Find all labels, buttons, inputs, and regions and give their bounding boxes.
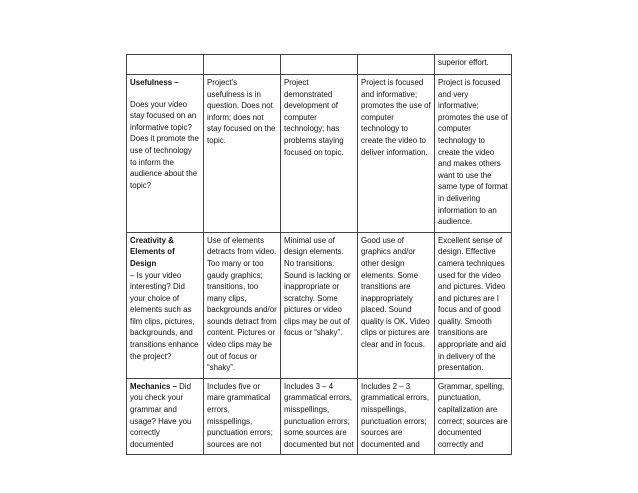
- table-row-continuation: [127, 55, 512, 75]
- level-cell: Includes 3 – 4 grammatical errors, misspellings, punctuation errors; some sources are documented but not: [281, 378, 358, 455]
- criterion-question: Does your video stay focused on an informative topic? Does it promote the use of technology to inform the audience about the topic?: [130, 99, 199, 190]
- table-row-mechanics: [127, 378, 512, 455]
- table-cell: [204, 55, 281, 75]
- level-cell: Excellent sense of design. Effective camera techniques used for the video and pictures. Video and pictures are I focus and of good quality. Smooth transitions are appropriate and aid in delivery of the presentation.: [435, 232, 512, 378]
- table-cell: [358, 55, 435, 75]
- table-cell: [281, 55, 358, 75]
- table-row-creativity: [127, 232, 512, 378]
- table-row-usefulness: [127, 75, 512, 233]
- level-cell: Project is focused and informative; promotes the use of computer technology to create the video to deliver information.: [358, 75, 435, 233]
- criterion-question: Did you check your grammar and usage? Have you correctly documented: [130, 381, 192, 449]
- level-cell: Includes 2 – 3 grammatical errors, misspellings, punctuation errors; sources are documented and: [358, 378, 435, 455]
- level-cell: Use of elements detracts from video. Too many or too gaudy graphics; transitions, too many clips, backgrounds and/or sounds detract from content. Pictures or video clips may be out of focus or “shaky”.: [204, 232, 281, 378]
- table-cell: superior effort.: [435, 55, 512, 75]
- rubric-table: [126, 54, 512, 455]
- criterion-title: Mechanics –: [130, 381, 177, 391]
- criterion-title: Creativity & Elements of Design: [130, 235, 175, 268]
- criterion-cell: [127, 232, 204, 378]
- level-cell: Good use of graphics and/or other design elements. Some transitions are inappropriately placed. Sound quality is OK. Video clips or pictures are clear and in focus.: [358, 232, 435, 378]
- level-cell: Project’s usefulness is in question. Does not inform; does not stay focused on the topic.: [204, 75, 281, 233]
- level-cell: Includes five or mare grammatical errors, misspellings, punctuation errors; sources are not: [204, 378, 281, 455]
- level-cell: Project demonstrated development of computer technology; has problems staying focused on topic.: [281, 75, 358, 233]
- criterion-cell: [127, 75, 204, 233]
- criterion-question: – Is your video interesting? Did your choice of elements such as film clips, pictures, backgrounds, and transitions enhance the project?: [130, 270, 199, 361]
- level-cell: Project is focused and very informative; promotes the use of computer technology to create the video and makes others want to use the same type of format in delivering information to an audience.: [435, 75, 512, 233]
- criterion-title: Usefulness –: [130, 78, 179, 87]
- level-cell: Minimal use of design elements. No transitions. Sound is lacking or inappropriate or scratchy. Some pictures or video clips may be out of focus or “shaky”.: [281, 232, 358, 378]
- level-cell: Grammar, spelling, punctuation, capitalization are correct; sources are documented correctly and: [435, 378, 512, 455]
- criterion-cell: [127, 378, 204, 455]
- table-cell: [127, 55, 204, 75]
